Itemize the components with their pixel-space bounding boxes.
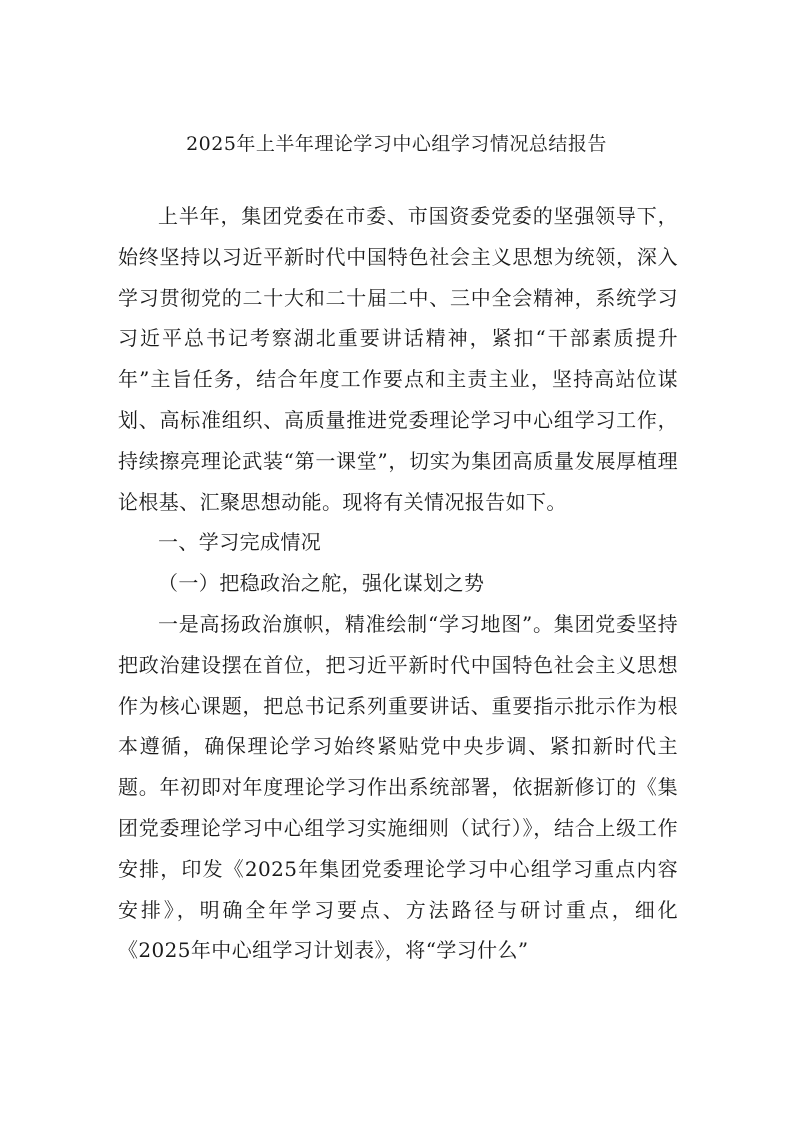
document-body <box>118 196 678 971</box>
document-title: 2025年上半年理论学习中心组学习情况总结报告 <box>186 133 607 155</box>
body-paragraph: 一是高扬政治旗帜，精准绘制“学习地图”。集团党委坚持把政治建设摆在首位，把习近平新时代中国特色社会主义思想作为核心课题，把总书记系列重要讲话、重要指示批示作为根本遵循，确保理论学习始终紧贴党中央步调、紧扣新时代主题。年初即对年度理论学习作出系统部署，依据新修订的《集团党委理论学习中心组学习实施细则（试行）》，结合上级工作安排，印发《2025年集团党委理论学习中心组学习重点内容安排》，明确全年学习要点、方法路径与研讨重点，细化《2025年中心组学习计划表》，将“学习什么” <box>118 611 678 963</box>
subsection-heading: （一）把稳政治之舵，强化谋划之势 <box>158 571 485 596</box>
intro-paragraph: 上半年，集团党委在市委、市国资委党委的坚强领导下，始终坚持以习近平新时代中国特色社会主义思想为统领，深入学习贯彻党的二十大和二十届二中、三中全会精神，系统学习习近平总书记考察湖北重要讲话精神，紧扣“干部素质提升年”主旨任务，结合年度工作要点和主责主业，坚持高站位谋划、高标准组织、高质量推进党委理论学习中心组学习工作，持续擦亮理论武装“第一课堂”，切实为集团高质量发展厚植理论根基、汇聚思想动能。现将有关情况报告如下。 <box>118 204 678 514</box>
section-heading: 一、学习完成情况 <box>158 530 322 555</box>
